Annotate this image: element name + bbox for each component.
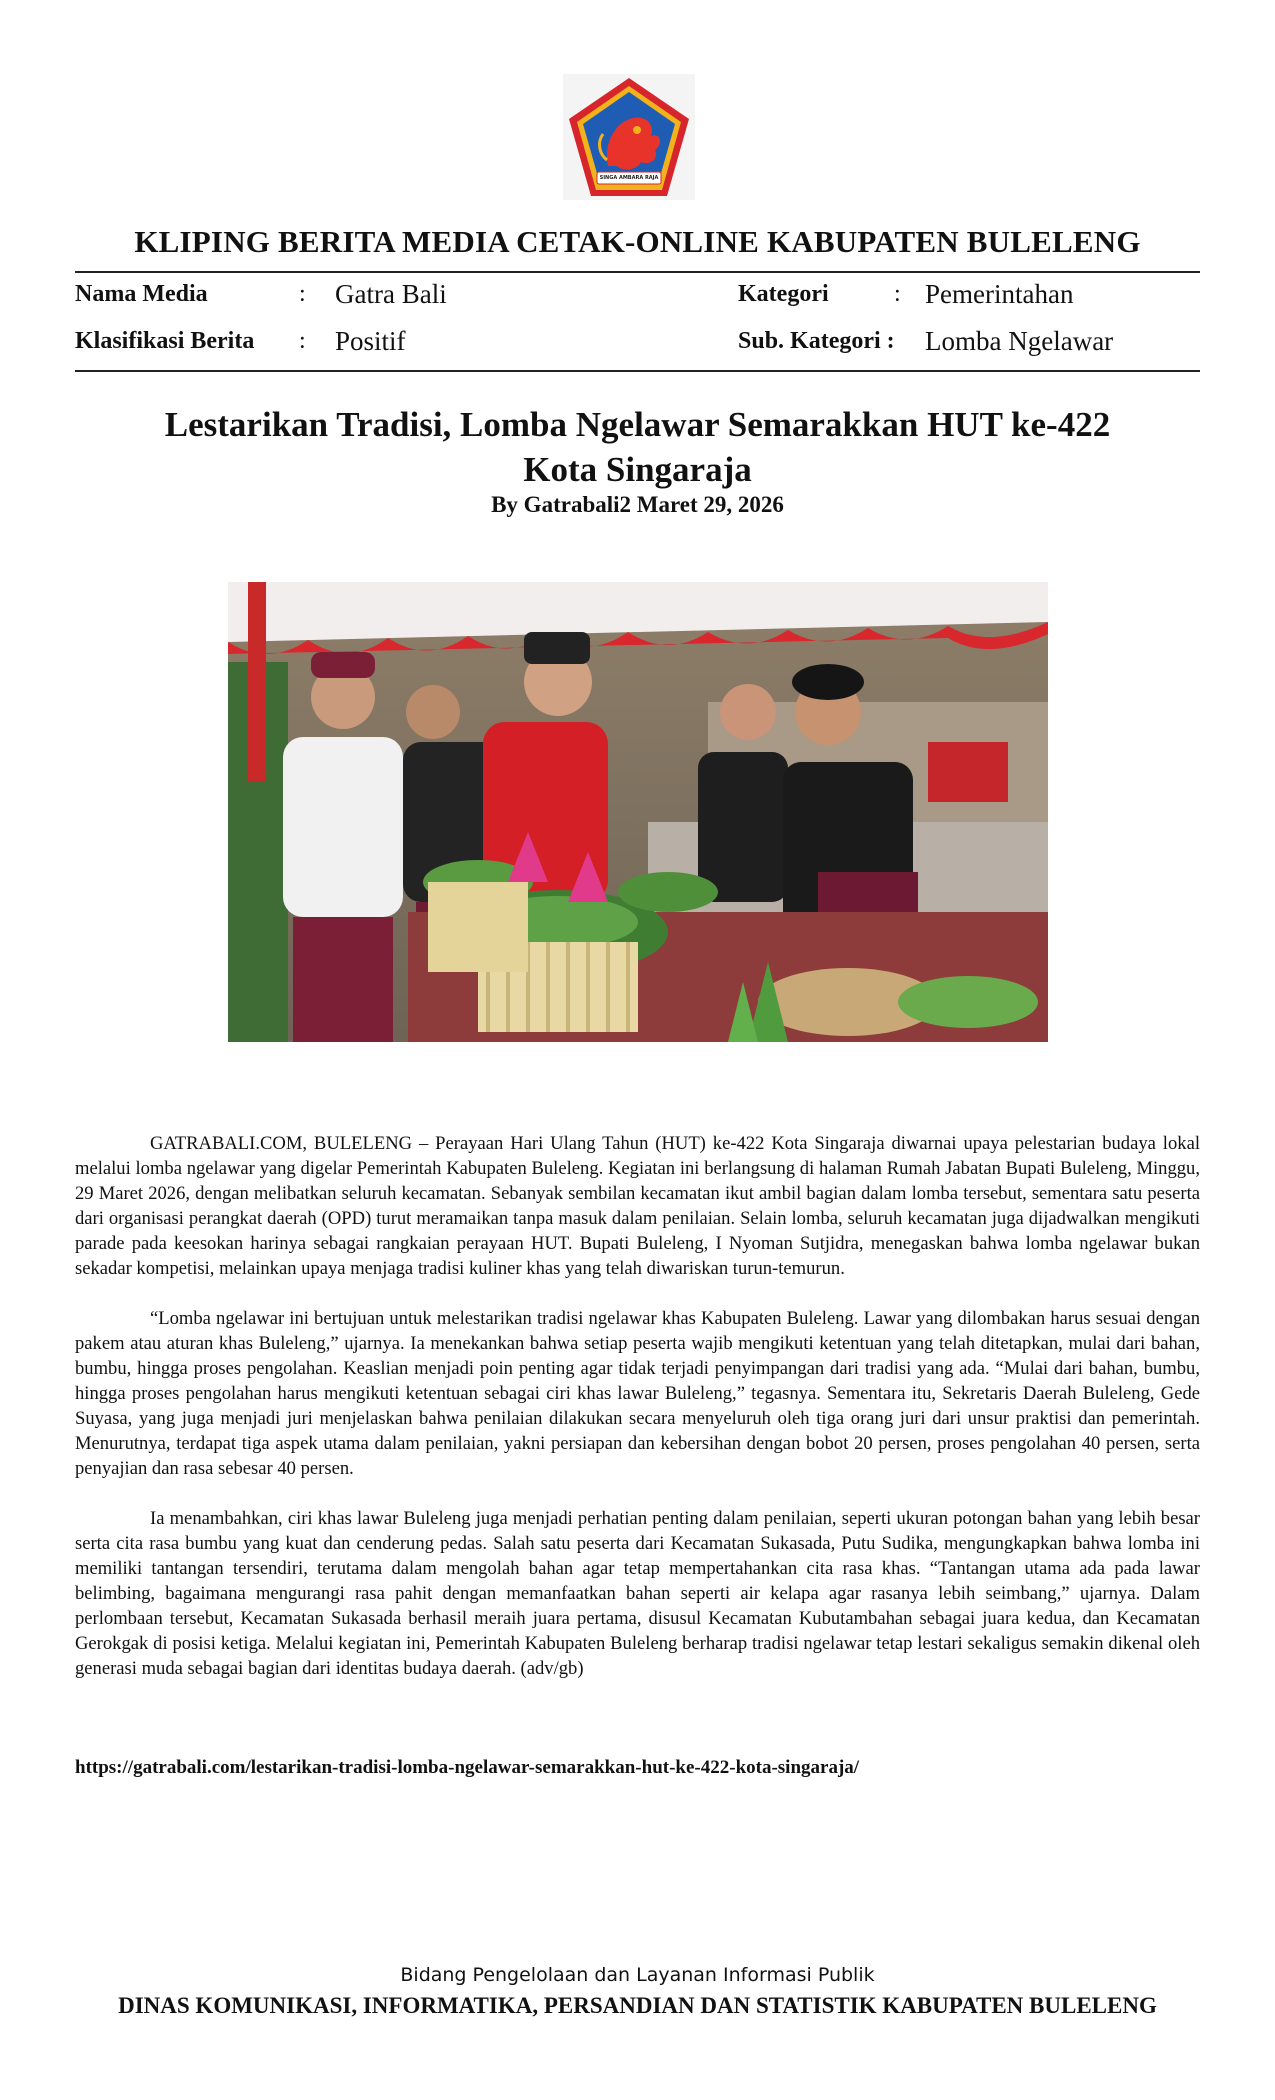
footer-division: Bidang Pengelolaan dan Layanan Informasi Publik xyxy=(400,1964,875,1986)
article-body xyxy=(75,1131,1200,1706)
kabupaten-logo xyxy=(563,74,695,200)
article-paragraph-1: GATRABALI.COM, BULELENG – Perayaan Hari Ulang Tahun (HUT) ke-422 Kota Singaraja diwarnai upaya pelestarian budaya lokal melalui lomba ngelawar yang digelar Pemerintah Kabupaten Buleleng. Kegiatan ini berlangsung di halaman Rumah Jabatan Bupati Buleleng, Minggu, 29 Maret 2026, dengan melibatkan seluruh kecamatan. Sebanyak sembilan kecamatan ikut ambil bagian dalam lomba tersebut, sementara satu peserta dari organisasi perangkat daerah (OPD) turut meramaikan tanpa masuk dalam penilaian. Selain lomba, seluruh kecamatan juga dijadwalkan mengikuti parade pada keesokan harinya sebagai rangkaian perayaan HUT. Bupati Buleleng, I Nyoman Sutjidra, menegaskan bahwa lomba ngelawar bukan sekadar kompetisi, melainkan upaya menjaga tradisi kuliner khas yang telah diwariskan turun-temurun. xyxy=(75,1133,1200,1279)
article-byline: By Gatrabali2 Maret 29, 2026 xyxy=(491,492,784,517)
article-paragraph-2: “Lomba ngelawar ini bertujuan untuk melestarikan tradisi ngelawar khas Kabupaten Buleleng. Lawar yang dilombakan harus sesuai dengan pakem atau aturan khas Buleleng,” ujarnya. Ia menekankan bahwa setiap peserta wajib mengikuti ketentuan yang telah ditetapkan, mulai dari bahan, bumbu, hingga proses pengolahan. Keaslian menjadi poin penting agar tidak terjadi penyimpangan dari tradisi yang ada. “Mulai dari bahan, bumbu, hingga proses pengolahan harus mengikuti ketentuan sebagai ciri khas lawar Buleleng,” tegasnya. Sementara itu, Sekretaris Daerah Buleleng, Gede Suyasa, yang juga menjadi juri menjelaskan bahwa penilaian dilakukan secara menyeluruh oleh tiga orang juri dari unsur praktisi dan pemerintah. Menurutnya, terdapat tiga aspek utama dalam penilaian, yakni persiapan dan kebersihan dengan bobot 20 persen, proses pengolahan 40 persen, serta penyajian dan rasa sebesar 40 persen. xyxy=(75,1308,1200,1479)
kategori-label: Kategori xyxy=(738,281,829,307)
media-colon: : xyxy=(299,281,306,307)
source-url-link[interactable]: https://gatrabali.com/lestarikan-tradisi-lomba-ngelawar-semarakkan-hut-ke-422-kota-singaraja/ xyxy=(75,1757,860,1778)
header-bottom-rule xyxy=(75,370,1200,372)
klasifikasi-value: Positif xyxy=(335,326,406,356)
article-title xyxy=(125,402,1150,492)
article-paragraph-3: Ia menambahkan, ciri khas lawar Buleleng juga menjadi perhatian penting dalam penilaian, seperti ukuran potongan bahan yang lebih besar serta cita rasa bumbu yang kuat dan cenderung pedas. Salah satu peserta dari Kecamatan Sukasada, Putu Sudika, mengungkapkan bahwa lomba ini memiliki tantangan tersendiri, terutama dalam mengolah bahan agar tetap mempertahankan cita rasa khas. “Tantangan utama ada pada lawar belimbing, bagaimana mengurangi rasa pahit dengan memanfaatkan bahan seperti air kelapa agar rasanya lebih seimbang,” ujarnya. Dalam perlombaan tersebut, Kecamatan Sukasada berhasil meraih juara pertama, disusul Kecamatan Kubutambahan sebagai juara kedua, dan Kecamatan Gerokgak di posisi ketiga. Melalui kegiatan ini, Pemerintah Kabupaten Buleleng berharap tradisi ngelawar tetap lestari sekaligus semakin dikenal oleh generasi muda sebagai bagian dari identitas budaya daerah. (adv/gb) xyxy=(75,1508,1200,1679)
footer-agency: DINAS KOMUNIKASI, INFORMATIKA, PERSANDIAN DAN STATISTIK KABUPATEN BULELENG xyxy=(118,1993,1157,2018)
header-top-rule xyxy=(75,271,1200,273)
klasifikasi-colon: : xyxy=(299,328,306,354)
media-label: Nama Media xyxy=(75,281,208,307)
lomba-ngelawar-photo xyxy=(228,582,1048,1042)
article-photo xyxy=(228,582,1048,1042)
article-title-line1: Lestarikan Tradisi, Lomba Ngelawar Semarakkan HUT ke-422 xyxy=(164,405,1111,444)
kategori-value: Pemerintahan xyxy=(925,279,1074,309)
media-value: Gatra Bali xyxy=(335,279,447,309)
logo-motto: SINGA AMBARA RAJA xyxy=(599,175,659,181)
subkategori-label: Sub. Kategori : xyxy=(738,328,895,354)
klasifikasi-label: Klasifikasi Berita xyxy=(75,328,255,354)
article-title-line2: Kota Singaraja xyxy=(523,450,752,489)
header-title: KLIPING BERITA MEDIA CETAK-ONLINE KABUPATEN BULELENG xyxy=(134,224,1141,259)
subkategori-value: Lomba Ngelawar xyxy=(925,326,1114,356)
kategori-colon: : xyxy=(894,281,901,307)
